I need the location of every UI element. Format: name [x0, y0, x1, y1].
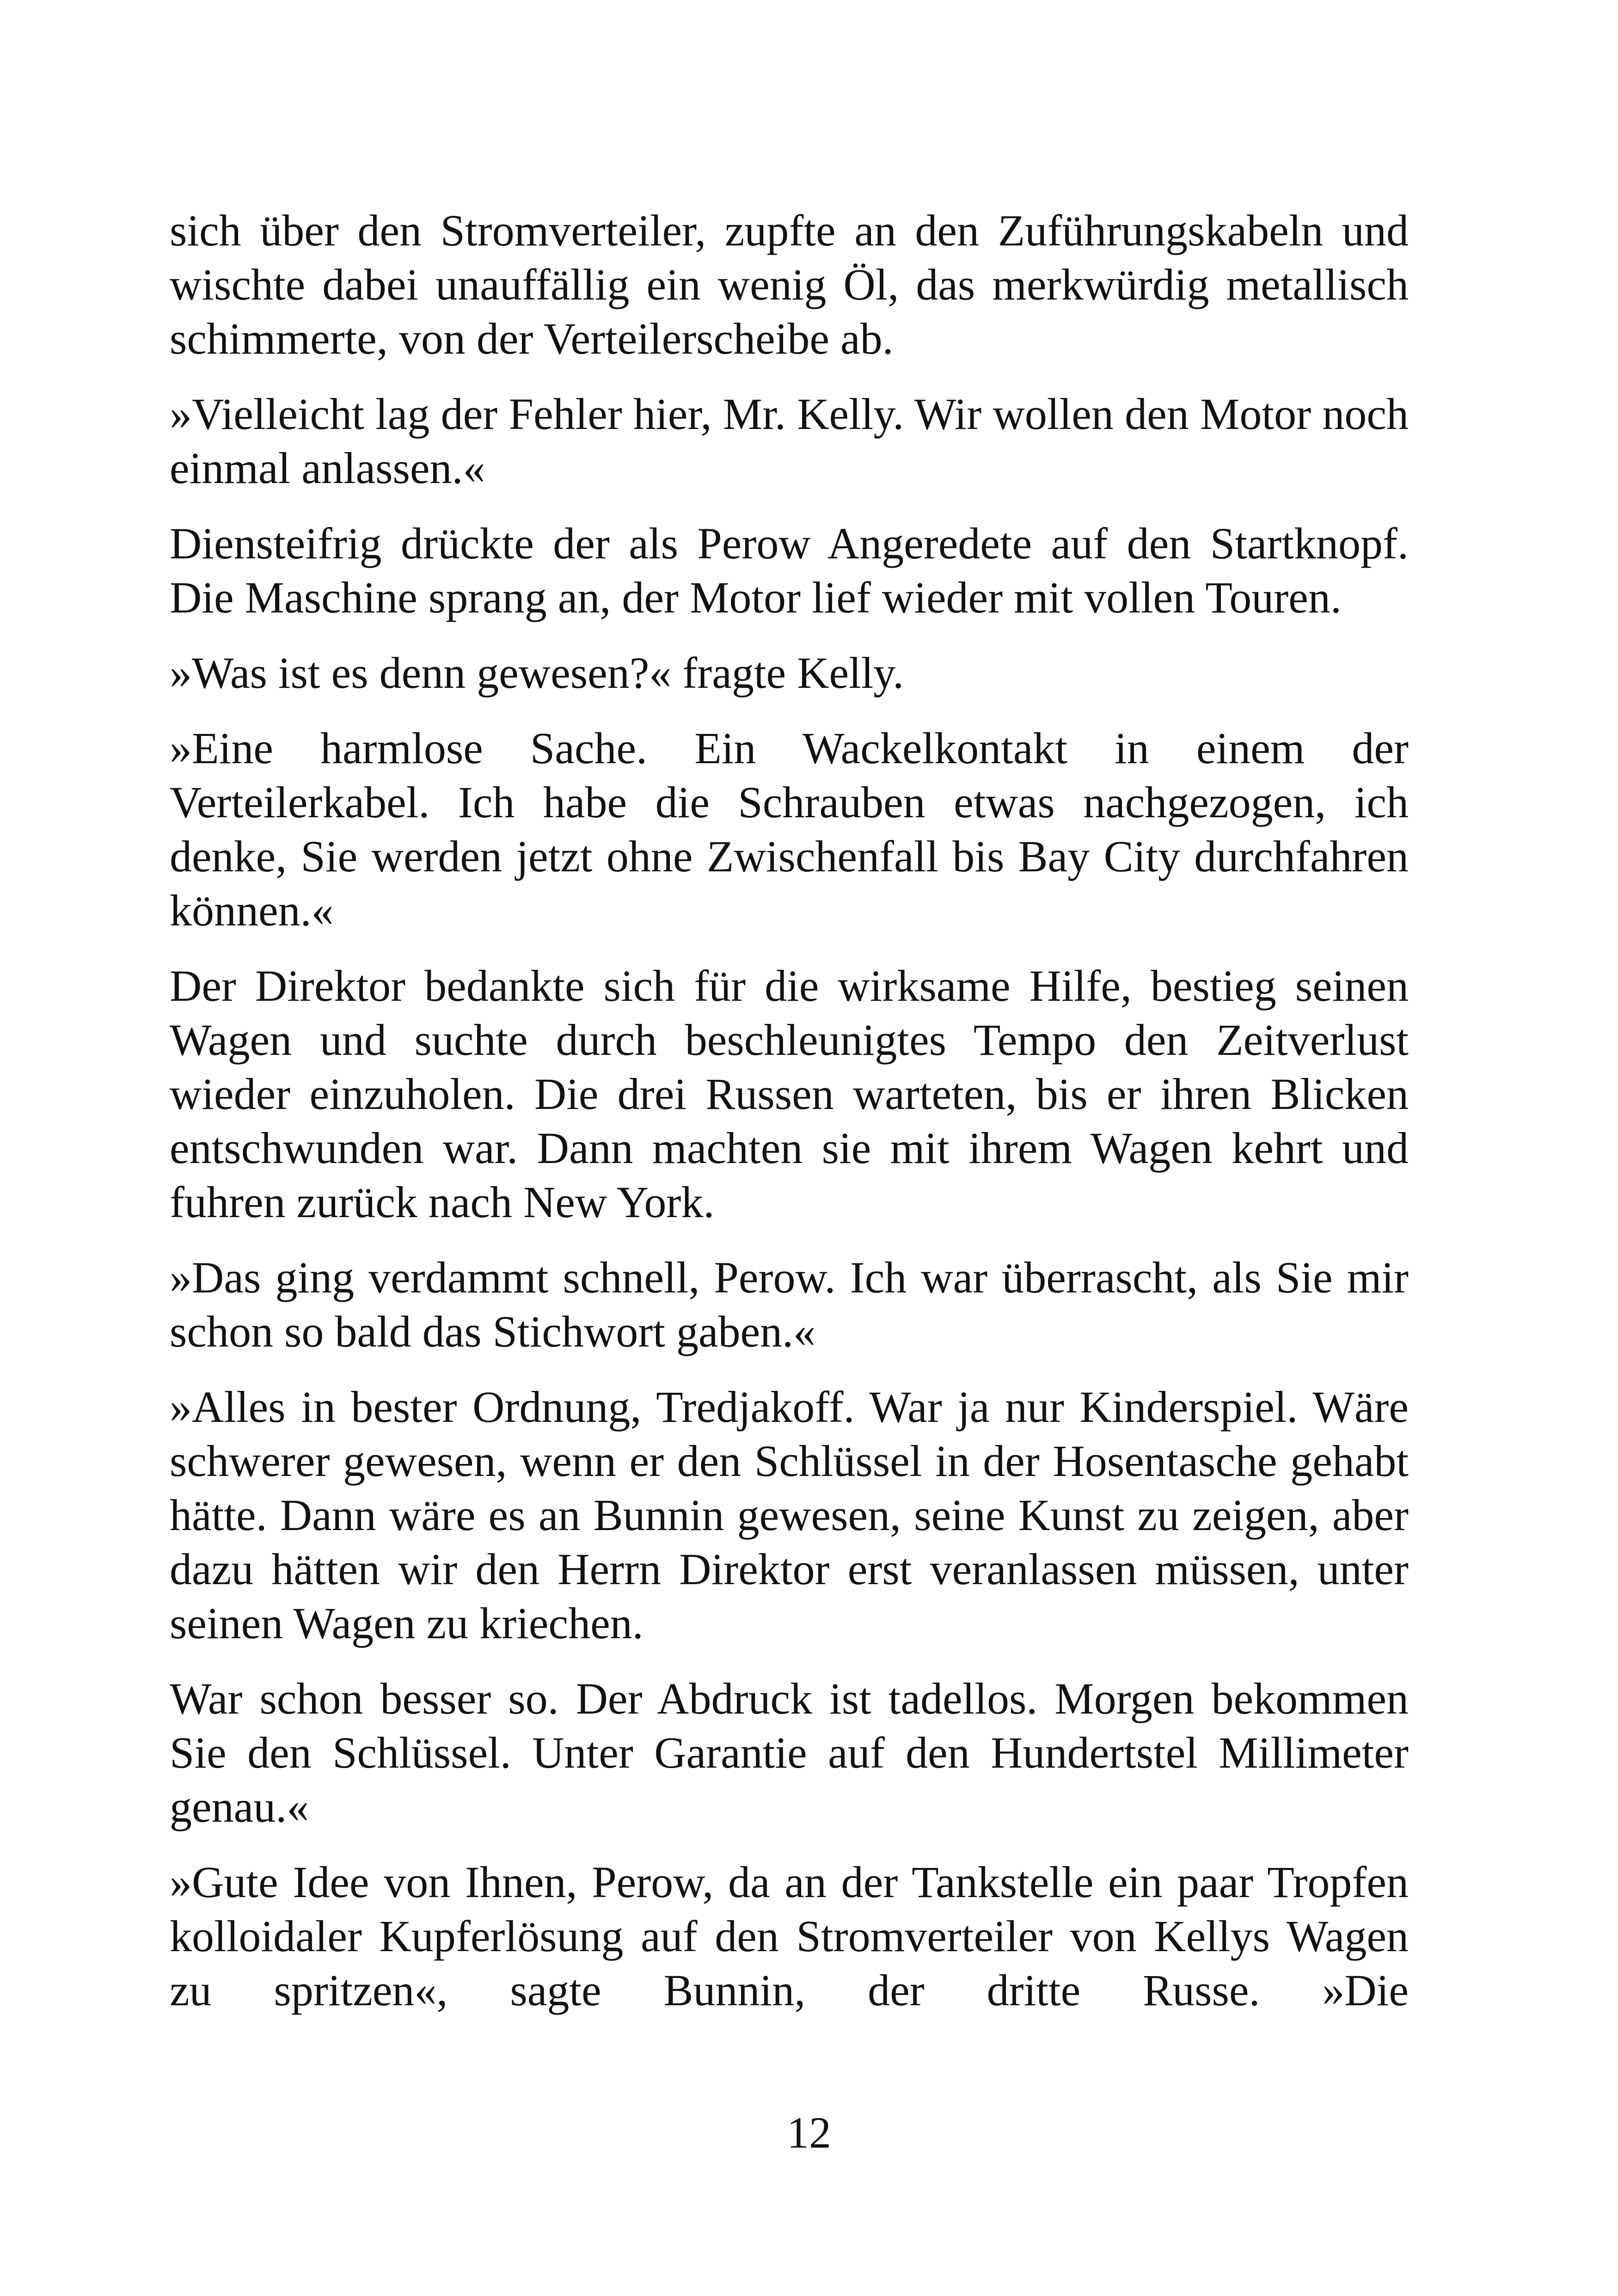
paragraph: sich über den Stromverteiler, zupfte an den Zuführungskabeln und wischte dabei unauffällig ein wenig Öl, das merkwürdig metallisch schimmerte, von der Verteilerscheibe ab. [170, 206, 1409, 363]
body-text [170, 203, 1409, 2017]
paragraph: War schon besser so. Der Abdruck ist tadellos. Morgen bekommen Sie den Schlüssel. Unter Garantie auf den Hundertstel Millimeter genau.« [170, 1674, 1409, 1831]
paragraph: »Was ist es denn gewesen?« fragte Kelly. [170, 648, 904, 698]
paragraph: Diensteifrig drückte der als Perow Angeredete auf den Startknopf. Die Maschine sprang an, der Motor lief wieder mit vollen Touren. [170, 519, 1409, 622]
paragraph: »Eine harmlose Sache. Ein Wackelkontakt in einem der Verteilerkabel. Ich habe die Schrauben etwas nachgezogen, ich denke, Sie werden jetzt ohne Zwischenfall bis Bay City durchfahren können.« [170, 723, 1409, 935]
paragraph: »Gute Idee von Ihnen, Perow, da an der Tankstelle ein paar Tropfen kolloidaler Kupferlösung auf den Stromverteiler von Kellys Wagen zu spritzen«, sagte Bunnin, der dritte Russe. »Die [170, 1857, 1409, 2015]
paragraph: »Das ging verdammt schnell, Perow. Ich war überrascht, als Sie mir schon so bald das Stichwort gaben.« [170, 1253, 1409, 1356]
page-number: 12 [787, 2108, 831, 2157]
paragraph: »Alles in bester Ordnung, Tredjakoff. War ja nur Kinderspiel. Wäre schwerer gewesen, wenn er den Schlüssel in der Hosentasche gehabt hätte. Dann wäre es an Bunnin gewesen, seine Kunst zu zeigen, aber dazu hätten wir den Herrn Direktor erst veranlassen müssen, unter seinen Wagen zu kriechen. [170, 1382, 1409, 1648]
paragraph: Der Direktor bedankte sich für die wirksame Hilfe, bestieg seinen Wagen und suchte durch beschleunigtes Tempo den Zeitverlust wieder einzuholen. Die drei Russen warteten, bis er ihren Blicken entschwunden war. Dann machten sie mit ihrem Wagen kehrt und fuhren zurück nach New York. [170, 961, 1409, 1227]
paragraph: »Vielleicht lag der Fehler hier, Mr. Kelly. Wir wollen den Motor noch einmal anlassen.« [170, 389, 1409, 493]
